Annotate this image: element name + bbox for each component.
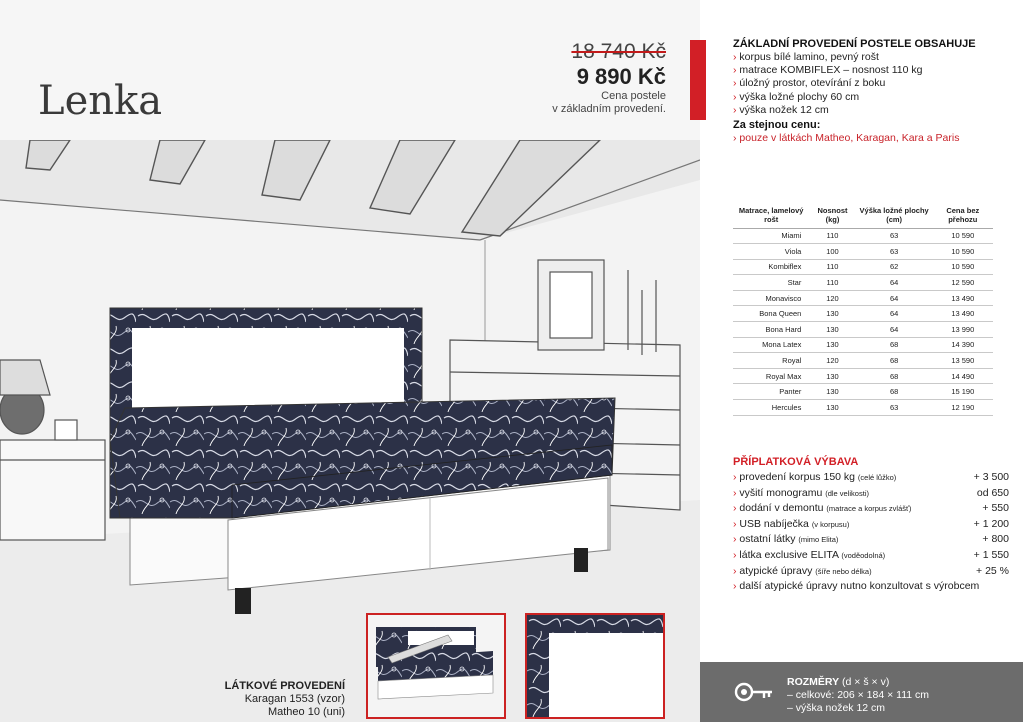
- basic-item: › korpus bílé lamino, pevný rošt: [733, 51, 1013, 64]
- extra-item-label: [733, 548, 885, 564]
- table-row: [733, 353, 993, 369]
- basic-configuration: [733, 38, 1013, 145]
- accent-bar: [690, 40, 706, 120]
- cell-price: 12 590: [933, 275, 993, 291]
- cell-mattress: Mona Latex: [733, 337, 809, 353]
- extra-item-label: [733, 579, 979, 594]
- extra-item-note: (celé lůžko): [857, 473, 897, 482]
- cell-height: 68: [856, 353, 933, 369]
- cell-mattress: Royal Max: [733, 368, 809, 384]
- extra-item-text: látka exclusive ELITA: [739, 548, 839, 561]
- thumbnail-storage-open[interactable]: [366, 613, 506, 719]
- cell-mattress: Viola: [733, 244, 809, 260]
- mattress-table: [733, 203, 993, 416]
- cell-mattress: Bona Queen: [733, 306, 809, 322]
- cell-height: 64: [856, 306, 933, 322]
- extra-heading: PŘÍPLATKOVÁ VÝBAVA: [733, 456, 859, 468]
- basic-item: › výška nožek 12 cm: [733, 104, 1013, 117]
- cell-capacity: 130: [809, 384, 855, 400]
- extra-item: [733, 470, 1009, 486]
- extra-item-note: (v korpusu): [811, 519, 850, 529]
- cell-price: 10 590: [933, 259, 993, 275]
- extra-item-text: USB nabíječka: [739, 517, 809, 530]
- thumbnail-headboard-image: [527, 615, 663, 717]
- price-note-line-1: Cena postele: [601, 90, 666, 102]
- table-row: [733, 259, 993, 275]
- table-row: [733, 228, 993, 244]
- cell-capacity: 130: [809, 400, 855, 416]
- sale-price: 9 890 Kč: [576, 64, 666, 89]
- cell-price: 13 990: [933, 322, 993, 338]
- extra-item-text: další atypické úpravy nutno konzultovat s výrobcem: [739, 580, 980, 593]
- extra-item-text: atypické úpravy: [739, 564, 813, 577]
- cell-capacity: 130: [809, 322, 855, 338]
- col-header-height: Výška ložné plochy (cm): [856, 203, 933, 228]
- basic-item: › úložný prostor, otevírání z boku: [733, 77, 1013, 90]
- cell-height: 68: [856, 368, 933, 384]
- cell-mattress: Hercules: [733, 400, 809, 416]
- cell-price: 10 590: [933, 228, 993, 244]
- extra-item-note: (dle velikosti): [825, 488, 869, 498]
- col-header-mattress: Matrace, lamelový rošt: [733, 203, 809, 228]
- cell-price: 13 590: [933, 353, 993, 369]
- table-row: [733, 244, 993, 260]
- cell-price: 15 190: [933, 384, 993, 400]
- cell-price: 13 490: [933, 290, 993, 306]
- table-row: [733, 400, 993, 416]
- cell-mattress: Kombiflex: [733, 259, 809, 275]
- cell-capacity: 110: [809, 259, 855, 275]
- extra-item-label: [733, 470, 896, 486]
- extra-item-text: vyšití monogramu: [739, 486, 823, 499]
- basic-list: [733, 51, 1013, 117]
- fabric-info: [205, 680, 345, 719]
- original-price: 18 740 Kč: [571, 40, 666, 63]
- thumbnail-bed-storage-image: [368, 615, 504, 717]
- table-row: [733, 275, 993, 291]
- cell-height: 64: [856, 322, 933, 338]
- basic-heading: ZÁKLADNÍ PROVEDENÍ POSTELE OBSAHUJE: [733, 38, 976, 50]
- extra-item-note: (mimo Elita): [798, 535, 839, 545]
- cell-mattress: Monavisco: [733, 290, 809, 306]
- extra-item-text: ostatní látky: [739, 533, 796, 546]
- table-row: [733, 368, 993, 384]
- thumbnail-headboard-detail[interactable]: [525, 613, 665, 719]
- cell-mattress: Bona Hard: [733, 322, 809, 338]
- extra-item: [733, 532, 1009, 548]
- cell-mattress: Panter: [733, 384, 809, 400]
- extra-item-price: + 3 500: [973, 471, 1009, 483]
- col-header-price: Cena bez přehozu: [933, 203, 993, 228]
- extra-item-note: (voděodolná): [841, 550, 886, 560]
- extra-item-price: od 650: [976, 486, 1009, 499]
- price-note: [466, 90, 666, 116]
- cell-height: 68: [856, 337, 933, 353]
- cell-height: 62: [856, 259, 933, 275]
- extra-item: [733, 486, 1009, 502]
- extra-item: [733, 548, 1009, 564]
- table-header-row: [733, 203, 993, 228]
- extra-item-label: [733, 564, 872, 580]
- extra-item: [733, 579, 1009, 594]
- price-note-line-2: v základním provedení.: [552, 103, 666, 115]
- cell-price: 10 590: [933, 244, 993, 260]
- cell-height: 64: [856, 275, 933, 291]
- cell-price: 13 490: [933, 306, 993, 322]
- cell-height: 63: [856, 244, 933, 260]
- extra-item-note: (šíře nebo délka): [815, 566, 872, 576]
- extra-item-label: [733, 517, 849, 533]
- cell-height: 64: [856, 290, 933, 306]
- table-row: [733, 337, 993, 353]
- cell-capacity: 130: [809, 337, 855, 353]
- extra-item-price: + 550: [982, 502, 1009, 515]
- extra-item: [733, 517, 1009, 533]
- cell-capacity: 110: [809, 275, 855, 291]
- dimensions-text: [787, 676, 929, 715]
- extra-item-price: + 1 550: [973, 548, 1009, 561]
- cell-mattress: Miami: [733, 228, 809, 244]
- cell-capacity: 130: [809, 306, 855, 322]
- cell-capacity: 100: [809, 244, 855, 260]
- table-row: [733, 290, 993, 306]
- extra-item-label: [733, 501, 911, 517]
- product-title: Lenka: [38, 78, 163, 124]
- cell-capacity: 130: [809, 368, 855, 384]
- fabric-heading: LÁTKOVÉ PROVEDENÍ: [224, 680, 345, 692]
- extra-item-note: (matrace a korpus zvlášť): [826, 504, 912, 514]
- extra-item-price: + 1 200: [973, 517, 1009, 530]
- dimensions-overall: – celkové: 206 × 184 × 111 cm: [787, 689, 930, 701]
- optional-equipment: [733, 456, 1009, 594]
- fabric-line-2: Matheo 10 (uni): [267, 706, 345, 718]
- dimensions-title: ROZMĚRY: [787, 676, 840, 688]
- mattress-table-body: [733, 228, 993, 415]
- basic-item: › matrace KOMBIFLEX – nosnost 110 kg: [733, 64, 1013, 77]
- table-row: [733, 384, 993, 400]
- cell-height: 63: [856, 400, 933, 416]
- cell-height: 63: [856, 228, 933, 244]
- same-price-item: › pouze v látkách Matheo, Karagan, Kara a Paris: [733, 131, 1013, 145]
- cell-price: 14 490: [933, 368, 993, 384]
- extra-list: [733, 470, 1009, 594]
- cell-mattress: Royal: [733, 353, 809, 369]
- table-row: [733, 322, 993, 338]
- cell-height: 68: [856, 384, 933, 400]
- extra-item-price: + 800: [982, 533, 1009, 546]
- extra-item-text: provedení korpus 150 kg: [739, 471, 855, 483]
- cell-capacity: 120: [809, 290, 855, 306]
- extra-item: [733, 501, 1009, 517]
- basic-item: › výška ložné plochy 60 cm: [733, 91, 1013, 104]
- extra-item-price: + 25 %: [976, 564, 1009, 577]
- dimensions-units: (d × š × v): [842, 676, 890, 688]
- cell-mattress: Star: [733, 275, 809, 291]
- dimensions-footer: [700, 662, 1023, 722]
- extra-item-text: dodání v demontu: [739, 502, 824, 515]
- dimensions-legs: – výška nožek 12 cm: [787, 702, 886, 714]
- same-price-heading: Za stejnou cenu:: [733, 119, 821, 132]
- col-header-capacity: Nosnost (kg): [809, 203, 855, 228]
- cell-capacity: 120: [809, 353, 855, 369]
- fabric-line-1: Karagan 1553 (vzor): [244, 693, 345, 705]
- cell-price: 12 190: [933, 400, 993, 416]
- cell-price: 14 390: [933, 337, 993, 353]
- cell-capacity: 110: [809, 228, 855, 244]
- table-row: [733, 306, 993, 322]
- extra-item-label: [733, 486, 869, 502]
- extra-item-label: [733, 532, 838, 548]
- dimensions-heading: [787, 676, 929, 689]
- extra-item: [733, 564, 1009, 580]
- key-icon: [734, 680, 774, 704]
